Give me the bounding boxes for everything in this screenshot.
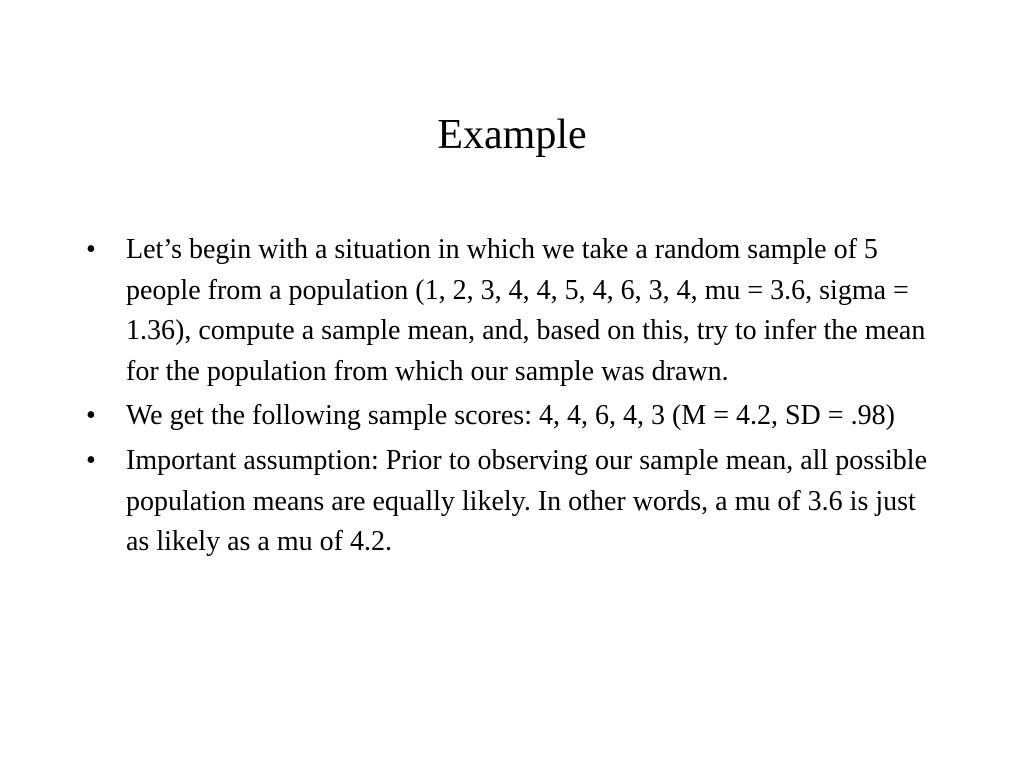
bullet-text: We get the following sample scores: 4, 4, 6, 4, 3 (M = 4.2, SD = .98) [126, 400, 895, 432]
bullet-item-2 [86, 396, 946, 437]
bullet-item-1 [86, 230, 946, 392]
bullet-list [86, 230, 946, 567]
bullet-item-3 [86, 441, 946, 563]
bullet-marker: • [86, 234, 96, 265]
bullet-text: Let’s begin with a situation in which we take a random sample of 5 people from a population (1, 2, 3, 4, 4, 5, 4, 6, 3, 4, mu = 3.6, sigma = 1.36), compute a sample mean, and, based on this, try to infer the mean for the population from which our sample was drawn. [126, 234, 926, 387]
slide-title: Example [437, 112, 587, 158]
bullet-text: Important assumption: Prior to observing our sample mean, all possible population means are equally likely. In other words, a mu of 3.6 is just as likely as a mu of 4.2. [126, 444, 927, 558]
bullet-marker: • [86, 444, 96, 476]
bullet-marker: • [86, 400, 96, 432]
